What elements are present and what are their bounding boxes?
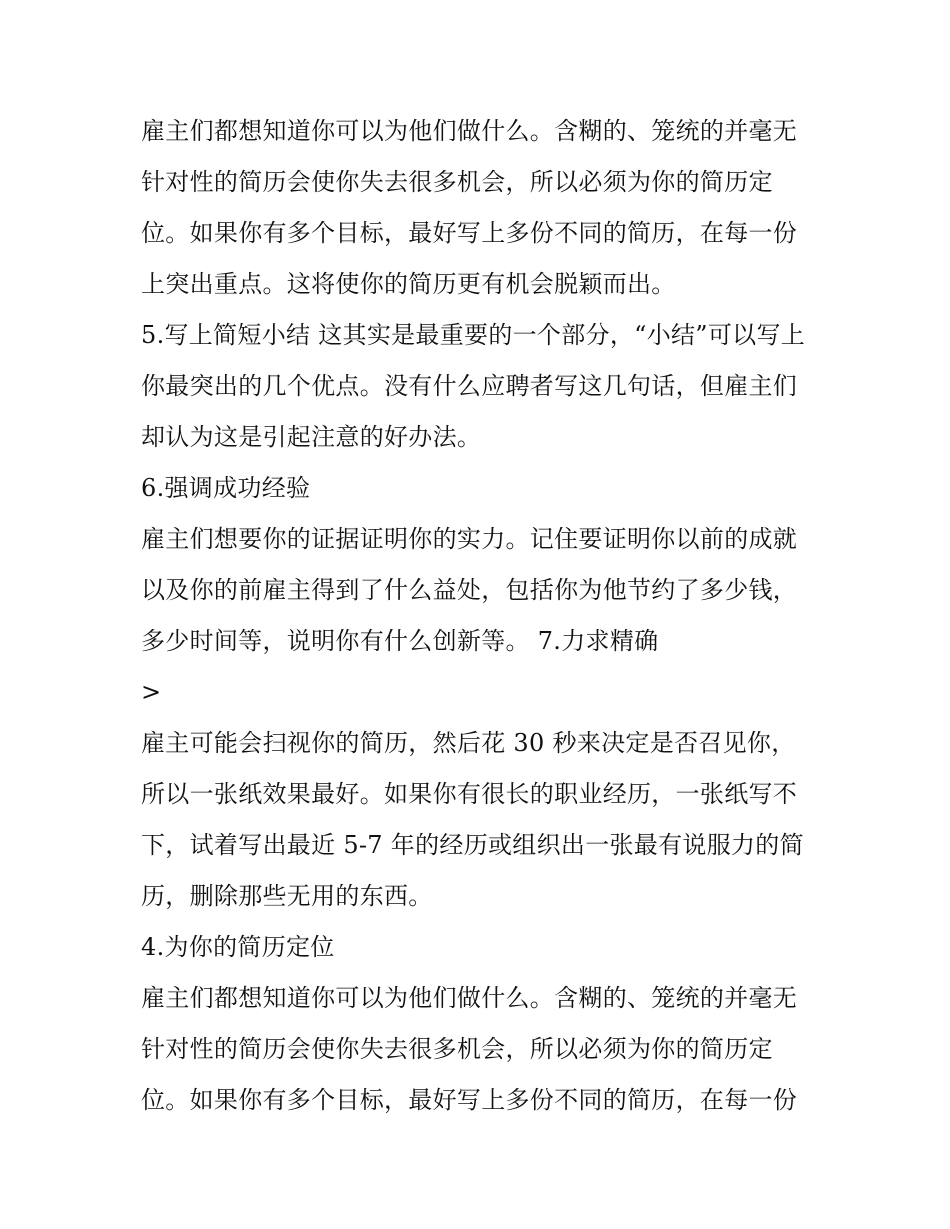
paragraph-line: 却认为这是引起注意的好办法。 (141, 423, 482, 451)
paragraph-line: 雇主们想要你的证据证明你的实力。记住要证明你以前的成就 (141, 525, 798, 553)
paragraph-line: 针对性的简历会使你失去很多机会，所以必须为你的简历定 (141, 1035, 773, 1063)
paragraph-line: 位。如果你有多个目标，最好写上多份不同的简历，在每一份 (141, 1086, 798, 1114)
paragraph-line: 多少时间等，说明你有什么创新等。 7.力求精确 (141, 627, 659, 655)
paragraph-line: 雇主们都想知道你可以为他们做什么。含糊的、笼统的并毫无 (141, 984, 798, 1012)
paragraph-line: 历，删除那些无用的东西。 (141, 882, 433, 910)
paragraph-line: 位。如果你有多个目标，最好写上多份不同的简历，在每一份 (141, 219, 798, 247)
paragraph-line: 所以一张纸效果最好。如果你有很长的职业经历，一张纸写不 (141, 780, 798, 808)
section-heading-line: 5.写上简短小结 这其实是最重要的一个部分，“小结”可以写上 (141, 321, 806, 349)
paragraph-line: 雇主们都想知道你可以为他们做什么。含糊的、笼统的并毫无 (141, 117, 798, 145)
paragraph-line: 雇主可能会扫视你的简历，然后花 30 秒来决定是否召见你， (141, 729, 796, 757)
paragraph-line: 以及你的前雇主得到了什么益处，包括你为他节约了多少钱， (141, 576, 798, 604)
paragraph-line: 上突出重点。这将使你的简历更有机会脱颖而出。 (141, 270, 676, 298)
paragraph-line: 你最突出的几个优点。没有什么应聘者写这几句话，但雇主们 (141, 372, 798, 400)
section-heading: 4.为你的简历定位 (141, 933, 335, 961)
section-heading: 6.强调成功经验 (141, 474, 311, 502)
paragraph-line: 针对性的简历会使你失去很多机会，所以必须为你的简历定 (141, 168, 773, 196)
document-body (141, 106, 821, 1126)
paragraph-line: 下，试着写出最近 5-7 年的经历或组织出一张最有说服力的简 (141, 831, 804, 859)
stray-symbol-line: > (141, 678, 162, 706)
